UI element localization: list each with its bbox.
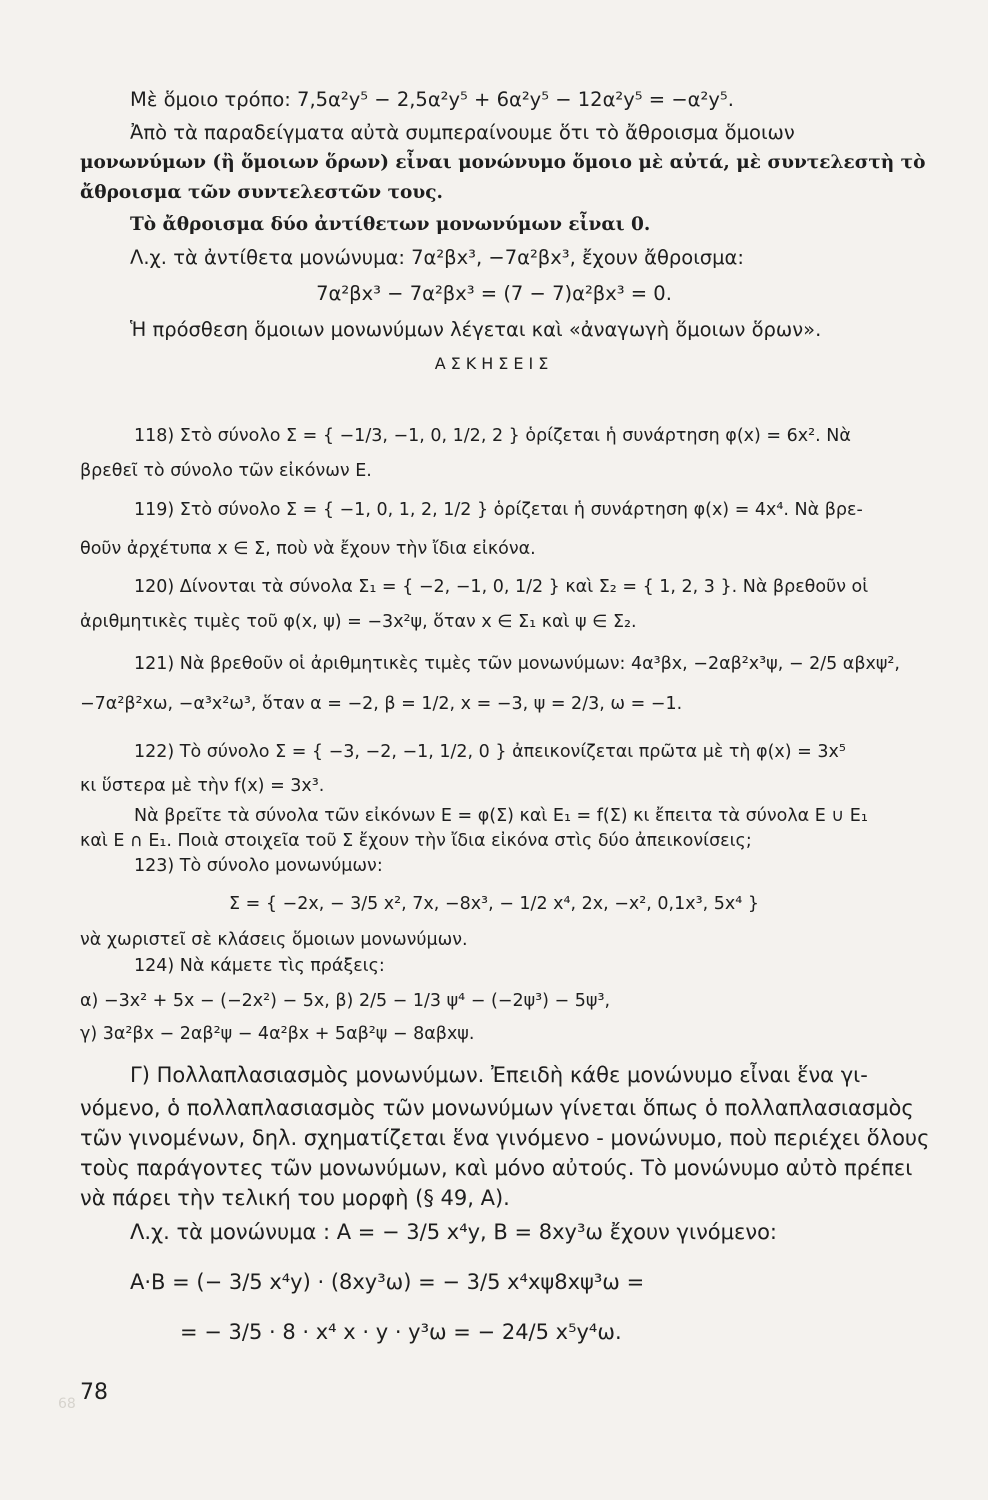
exercise-123-line: 123) Τὸ σύνολο μονωνύμων: <box>134 856 383 876</box>
text-line: Λ.χ. τὰ ἀντίθετα μονώνυμα: 7α²βx³, −7α²βx³, ἔχουν ἄθροισμα: <box>130 246 744 269</box>
bleed-through-page-number: 68 <box>58 1396 76 1412</box>
text-line-bold: ἄθροισμα τῶν συντελεστῶν τους. <box>80 182 443 203</box>
product-equation-line: = − 3/5 · 8 · x⁴ x · y · y³ω = − 24/5 x⁵y⁴ω. <box>180 1320 622 1344</box>
exercise-121-line: 121) Νὰ βρεθοῦν οἱ ἀριθμητικὲς τιμὲς τῶν μονωνύμων: 4α³βx, −2αβ²x³ψ, − 2/5 αβxψ², <box>134 654 900 674</box>
exercise-122-line: καὶ Ε ∩ Ε₁. Ποιὰ στοιχεῖα τοῦ Σ ἔχουν τὴν ἴδια εἰκόνα στὶς δύο ἀπεικονίσεις; <box>80 831 752 851</box>
page-number: 78 <box>80 1380 108 1405</box>
exercise-118-line: 118) Στὸ σύνολο Σ = { −1/3, −1, 0, 1/2, 2 } ὁρίζεται ἡ συνάρτηση φ(x) = 6x². Νὰ <box>134 426 851 446</box>
exercise-122-line: 122) Τὸ σύνολο Σ = { −3, −2, −1, 1/2, 0 } ἀπεικονίζεται πρῶτα μὲ τὴ φ(x) = 3x⁵ <box>134 742 846 762</box>
exercise-120-line: 120) Δίνονται τὰ σύνολα Σ₁ = { −2, −1, 0, 1/2 } καὶ Σ₂ = { 1, 2, 3 }. Νὰ βρεθοῦν οἱ <box>134 577 869 597</box>
section-g-line: Γ) Πολλαπλασιασμὸς μονωνύμων. Ἐπειδὴ κάθε μονώνυμο εἶναι ἕνα γι- <box>130 1063 868 1087</box>
exercise-123-set: Σ = { −2x, − 3/5 x², 7x, −8x³, − 1/2 x⁴, 2x, −x², 0,1x³, 5x⁴ } <box>229 894 759 914</box>
exercise-122-line: κι ὕστερα μὲ τὴν f(x) = 3x³. <box>80 776 325 796</box>
text-line: Μὲ ὅμοιο τρόπο: 7,5α²y⁵ − 2,5α²y⁵ + 6α²y⁵ − 12α²y⁵ = −α²y⁵. <box>130 88 734 111</box>
exercise-119-line: θοῦν ἀρχέτυπα x ∈ Σ, ποὺ νὰ ἔχουν τὴν ἴδια εἰκόνα. <box>80 539 536 559</box>
equation-line: 7α²βx³ − 7α²βx³ = (7 − 7)α²βx³ = 0. <box>316 282 672 305</box>
section-g-line: νὰ πάρει τὴν τελική του μορφὴ (§ 49, Α). <box>80 1186 510 1210</box>
text-line-bold: μονωνύμων (ἢ ὅμοιων ὅρων) εἶναι μονώνυμο ὅμοιο μὲ αὐτά, μὲ συντελεστὴ τὸ <box>80 152 926 173</box>
text-line-bold: Τὸ ἄθροισμα δύο ἀντίθετων μονωνύμων εἶναι 0. <box>130 214 651 235</box>
text-line: Ἡ πρόσθεση ὅμοιων μονωνύμων λέγεται καὶ «ἀναγωγὴ ὅμοιων ὅρων». <box>130 318 822 341</box>
exercise-121-line: −7α²β²xω, −α³x²ω³, ὅταν α = −2, β = 1/2, x = −3, ψ = 2/3, ω = −1. <box>80 694 683 714</box>
exercise-122-line: Νὰ βρεῖτε τὰ σύνολα τῶν εἰκόνων Ε = φ(Σ) καὶ Ε₁ = f(Σ) κι ἔπειτα τὰ σύνολα Ε ∪ Ε₁ <box>134 806 868 826</box>
exercise-123-line: νὰ χωριστεῖ σὲ κλάσεις ὅμοιων μονωνύμων. <box>80 930 468 950</box>
section-g-line: τοὺς παράγοντες τῶν μονωνύμων, καὶ μόνο αὐτούς. Τὸ μονώνυμο αὐτὸ πρέπει <box>80 1156 913 1180</box>
section-g-line: νόμενο, ὁ πολλαπλασιασμὸς τῶν μονωνύμων γίνεται ὅπως ὁ πολλαπλασιασμὸς <box>80 1096 914 1120</box>
exercise-124-line: 124) Νὰ κάμετε τὶς πράξεις: <box>134 956 385 976</box>
exercise-118-line: βρεθεῖ τὸ σύνολο τῶν εἰκόνων Ε. <box>80 461 372 481</box>
exercise-124-part-a-b: α) −3x² + 5x − (−2x²) − 5x, β) 2/5 − 1/3 ψ⁴ − (−2ψ³) − 5ψ³, <box>80 991 611 1011</box>
example-line: Λ.χ. τὰ μονώνυμα : Α = − 3/5 x⁴y, Β = 8xy³ω ἔχουν γινόμενο: <box>130 1220 778 1244</box>
exercises-heading: ΑΣΚΗΣΕΙΣ <box>434 354 554 373</box>
section-g-line: τῶν γινομένων, δηλ. σχηματίζεται ἕνα γινόμενο - μονώνυμο, ποὺ περιέχει ὅλους <box>80 1126 930 1150</box>
text-line: Ἀπὸ τὰ παραδείγματα αὐτὰ συμπεραίνουμε ὅτι τὸ ἄθροισμα ὅμοιων <box>130 121 795 144</box>
exercise-120-line: ἀριθμητικὲς τιμὲς τοῦ φ(x, ψ) = −3x²ψ, ὅταν x ∈ Σ₁ καὶ ψ ∈ Σ₂. <box>80 612 637 632</box>
exercise-119-line: 119) Στὸ σύνολο Σ = { −1, 0, 1, 2, 1/2 } ὁρίζεται ἡ συνάρτηση φ(x) = 4x⁴. Νὰ βρε- <box>134 500 863 520</box>
product-equation-line: Α·Β = (− 3/5 x⁴y) · (8xy³ω) = − 3/5 x⁴xψ8xψ³ω = <box>130 1270 645 1294</box>
exercise-124-part-c: γ) 3α²βx − 2αβ²ψ − 4α²βx + 5αβ²ψ − 8αβxψ. <box>80 1024 475 1044</box>
